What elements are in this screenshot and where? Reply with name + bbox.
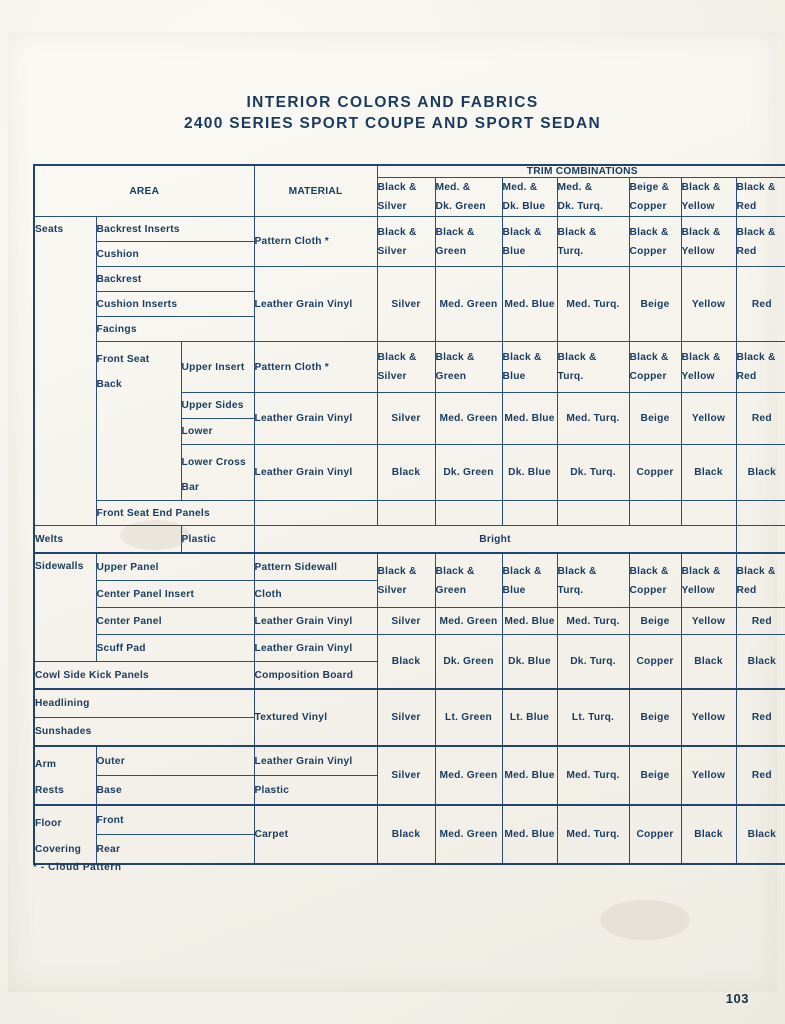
material-leather-grain-vinyl-5: Leather Grain Vinyl <box>254 635 377 662</box>
trim-col-5-line1: Beige & <box>629 182 670 193</box>
area-center-panel: Center Panel <box>96 608 254 635</box>
trim-cell: Dk. Turq. <box>557 635 629 690</box>
trim-cell: Black <box>377 635 435 690</box>
trim-cell: Silver <box>377 608 435 635</box>
page-title <box>0 92 785 134</box>
floor-covering-line2: Covering <box>35 844 82 855</box>
material-cloth: Cloth <box>254 581 377 608</box>
trim-cell <box>435 342 502 393</box>
trim-cell: Black <box>736 635 785 690</box>
trim-line2: Blue <box>502 584 526 596</box>
trim-cell: Beige <box>629 267 681 342</box>
trim-line2: Red <box>736 584 757 596</box>
header-trim-col-1 <box>377 178 435 217</box>
table-row <box>34 217 785 242</box>
trim-cell <box>557 553 629 608</box>
trim-cell: Copper <box>629 445 681 501</box>
front-seat-back-line1: Front Seat <box>96 354 150 365</box>
material-leather-grain-vinyl-1: Leather Grain Vinyl <box>254 267 377 342</box>
area-cowl-side-kick-panels: Cowl Side Kick Panels <box>34 662 254 690</box>
trim-cell: Red <box>736 608 785 635</box>
group-arm-rests <box>34 746 96 805</box>
trim-cell: Dk. Green <box>435 445 502 501</box>
trim-cell: Lt. Green <box>435 689 502 746</box>
trim-line1: Black & <box>629 565 669 577</box>
trim-line1: Black & <box>557 226 597 238</box>
trim-cell-empty <box>629 501 681 526</box>
trim-cell: Silver <box>377 746 435 805</box>
area-center-panel-insert: Center Panel Insert <box>96 581 254 608</box>
trim-cell: Silver <box>377 267 435 342</box>
arm-rests-line2: Rests <box>35 785 64 796</box>
front-seat-back-line2: Back <box>96 379 122 390</box>
table-row <box>34 608 785 635</box>
trim-line2: Green <box>435 584 467 596</box>
trim-line1: Black & <box>629 352 669 363</box>
trim-line2: Silver <box>377 245 407 257</box>
material-plastic-1: Plastic <box>181 526 254 554</box>
trim-cell: Med. Green <box>435 746 502 805</box>
trim-line2: Copper <box>629 584 667 596</box>
table-row <box>34 501 785 526</box>
trim-line1: Black & <box>435 565 475 577</box>
group-seats: Seats <box>34 217 96 526</box>
trim-cell <box>435 217 502 267</box>
material-leather-grain-vinyl-2: Leather Grain Vinyl <box>254 393 377 445</box>
trim-line2: Blue <box>502 371 526 382</box>
trim-cell: Yellow <box>681 608 736 635</box>
group-floor-covering <box>34 805 96 864</box>
area-headlining: Headlining <box>34 689 254 718</box>
trim-cell: Med. Blue <box>502 746 557 805</box>
trim-cell: Med. Blue <box>502 805 557 864</box>
area-sunshades: Sunshades <box>34 718 254 747</box>
trim-col-3-line1: Med. & <box>502 182 538 193</box>
trim-col-7-line2: Red <box>736 201 757 212</box>
trim-line2: Copper <box>629 371 667 382</box>
trim-cell: Black <box>736 445 785 501</box>
trim-line2: Yellow <box>681 584 715 596</box>
trim-line1: Black & <box>435 352 475 363</box>
trim-line2: Yellow <box>681 371 715 382</box>
trim-cell: Lt. Turq. <box>557 689 629 746</box>
material-pattern-sidewall: Pattern Sidewall <box>254 553 377 581</box>
material-carpet: Carpet <box>254 805 377 864</box>
trim-cell: Beige <box>629 608 681 635</box>
area-backrest: Backrest <box>96 267 254 292</box>
area-front-seat-back <box>96 342 181 501</box>
trim-cell <box>435 553 502 608</box>
material-leather-grain-vinyl-6: Leather Grain Vinyl <box>254 746 377 776</box>
trim-cell: Silver <box>377 689 435 746</box>
trim-cell: Silver <box>377 393 435 445</box>
table-row <box>34 635 785 662</box>
header-trim-col-5 <box>629 178 681 217</box>
material-composition-board: Composition Board <box>254 662 377 690</box>
trim-cell: Dk. Turq. <box>557 445 629 501</box>
group-sidewalls: Sidewalls <box>34 553 96 662</box>
table-row <box>34 342 785 393</box>
trim-line1: Black & <box>557 352 597 363</box>
material-pattern-cloth-2: Pattern Cloth * <box>254 342 377 393</box>
trim-cell: Med. Turq. <box>557 608 629 635</box>
trim-cell <box>502 553 557 608</box>
trim-line2: Silver <box>377 584 407 596</box>
area-outer: Outer <box>96 746 254 776</box>
table-header-row-1 <box>34 165 785 178</box>
trim-cell-empty <box>502 501 557 526</box>
trim-cell: Lt. Blue <box>502 689 557 746</box>
area-facings: Facings <box>96 317 254 342</box>
area-upper-sides: Upper Sides <box>181 393 254 419</box>
trim-cell: Med. Green <box>435 805 502 864</box>
area-welts: Welts <box>34 526 181 554</box>
area-front-seat-end-panels: Front Seat End Panels <box>96 501 254 526</box>
trim-cell: Yellow <box>681 267 736 342</box>
trim-cell: Med. Turq. <box>557 746 629 805</box>
area-front: Front <box>96 805 254 835</box>
trim-line2: Blue <box>502 245 526 257</box>
trim-cell <box>681 553 736 608</box>
area-lower: Lower <box>181 419 254 445</box>
trim-line1: Black & <box>557 565 597 577</box>
trim-col-2-line1: Med. & <box>435 182 471 193</box>
trim-cell: Copper <box>629 805 681 864</box>
trim-cell <box>377 553 435 608</box>
trim-line2: Green <box>435 245 467 257</box>
trim-cell: Yellow <box>681 689 736 746</box>
trim-line1: Black & <box>681 565 721 577</box>
trim-cell: Dk. Green <box>435 635 502 690</box>
trim-col-1-line2: Silver <box>377 201 407 212</box>
trim-cell: Black <box>681 445 736 501</box>
trim-line2: Turq. <box>557 245 584 257</box>
trim-line1: Black & <box>377 226 417 238</box>
trim-line2: Turq. <box>557 584 584 596</box>
table-row <box>34 689 785 718</box>
header-trim-col-6 <box>681 178 736 217</box>
trim-cell <box>377 217 435 267</box>
trim-line2: Silver <box>377 371 407 382</box>
trim-line1: Black & <box>681 226 721 238</box>
trim-cell-empty <box>681 501 736 526</box>
trim-col-2-line2: Dk. Green <box>435 201 486 212</box>
trim-cell: Yellow <box>681 393 736 445</box>
trim-cell <box>736 342 785 393</box>
trim-col-1-line1: Black & <box>377 182 417 193</box>
trim-col-5-line2: Copper <box>629 201 667 212</box>
trim-cell: Med. Blue <box>502 608 557 635</box>
title-line-1: INTERIOR COLORS AND FABRICS <box>246 94 539 111</box>
trim-line1: Black & <box>502 226 542 238</box>
trim-line1: Black & <box>377 352 417 363</box>
trim-cell <box>681 342 736 393</box>
trim-cell <box>557 342 629 393</box>
area-upper-panel: Upper Panel <box>96 553 254 581</box>
trim-line1: Black & <box>435 226 475 238</box>
lower-cross-bar-line1: Lower Cross <box>181 457 246 468</box>
lower-cross-bar-line2: Bar <box>181 482 200 493</box>
header-material: MATERIAL <box>254 165 377 217</box>
trim-col-4-line2: Dk. Turq. <box>557 201 604 212</box>
trim-col-3-line2: Dk. Blue <box>502 201 546 212</box>
trim-cell: Med. Green <box>435 608 502 635</box>
table-row <box>34 805 785 835</box>
trim-line1: Black & <box>736 565 776 577</box>
page-number: 103 <box>725 991 749 1006</box>
trim-col-7-line1: Black & <box>736 182 776 193</box>
trim-line2: Red <box>736 371 757 382</box>
table-row <box>34 746 785 776</box>
trim-cell: Copper <box>629 635 681 690</box>
material-leather-grain-vinyl-3: Leather Grain Vinyl <box>254 445 377 501</box>
trim-cell <box>681 217 736 267</box>
trim-cell: Beige <box>629 689 681 746</box>
trim-cell: Med. Turq. <box>557 805 629 864</box>
trim-cell: Med. Blue <box>502 267 557 342</box>
trim-cell: Yellow <box>681 746 736 805</box>
trim-col-6-line2: Yellow <box>681 201 715 212</box>
trim-line2: Green <box>435 371 467 382</box>
trim-cell: Red <box>736 746 785 805</box>
trim-cell <box>629 217 681 267</box>
table-row <box>34 553 785 581</box>
trim-cell: Med. Green <box>435 393 502 445</box>
trim-col-6-line1: Black & <box>681 182 721 193</box>
trim-line2: Copper <box>629 245 667 257</box>
header-trim-col-2 <box>435 178 502 217</box>
trim-cell: Black <box>681 805 736 864</box>
area-cushion-inserts: Cushion Inserts <box>96 292 254 317</box>
trim-cell: Beige <box>629 746 681 805</box>
trim-cell: Red <box>736 267 785 342</box>
trim-cell-empty <box>736 501 785 526</box>
trim-cell-empty <box>435 501 502 526</box>
trim-cell: Med. Blue <box>502 393 557 445</box>
trim-line2: Turq. <box>557 371 584 382</box>
trim-cell-empty <box>557 501 629 526</box>
header-area: AREA <box>34 165 254 217</box>
trim-cell: Black <box>681 635 736 690</box>
trim-cell: Beige <box>629 393 681 445</box>
trim-cell: Med. Turq. <box>557 267 629 342</box>
interior-colors-table <box>33 164 785 865</box>
trim-cell <box>736 553 785 608</box>
trim-cell <box>557 217 629 267</box>
trim-cell <box>502 342 557 393</box>
trim-cell: Red <box>736 393 785 445</box>
material-empty <box>254 501 377 526</box>
floor-covering-line1: Floor <box>35 818 62 829</box>
area-scuff-pad: Scuff Pad <box>96 635 254 662</box>
trim-cell: Black <box>736 805 785 864</box>
area-upper-insert: Upper Insert <box>181 342 254 393</box>
trim-cell: Black <box>377 445 435 501</box>
header-trim-combinations: TRIM COMBINATIONS <box>377 165 785 178</box>
header-trim-col-4 <box>557 178 629 217</box>
trim-cell <box>736 217 785 267</box>
arm-rests-line1: Arm <box>35 759 57 770</box>
footnote-cloud-pattern: * - Cloud Pattern <box>33 862 122 873</box>
material-leather-grain-vinyl-4: Leather Grain Vinyl <box>254 608 377 635</box>
trim-line1: Black & <box>736 226 776 238</box>
trim-line2: Yellow <box>681 245 715 257</box>
trim-line1: Black & <box>502 352 542 363</box>
area-lower-cross-bar <box>181 445 254 501</box>
trim-cell-bright: Bright <box>254 526 736 554</box>
trim-line1: Black & <box>736 352 776 363</box>
trim-cell: Red <box>736 689 785 746</box>
header-trim-col-7 <box>736 178 785 217</box>
interior-colors-table-wrapper <box>33 164 777 865</box>
trim-cell <box>377 342 435 393</box>
table-row <box>34 526 785 554</box>
trim-cell: Dk. Blue <box>502 635 557 690</box>
trim-line2: Red <box>736 245 757 257</box>
trim-cell <box>629 553 681 608</box>
trim-cell <box>629 342 681 393</box>
trim-cell: Med. Turq. <box>557 393 629 445</box>
trim-line1: Black & <box>377 565 417 577</box>
material-pattern-cloth-1: Pattern Cloth * <box>254 217 377 267</box>
table-row <box>34 267 785 292</box>
title-line-2: 2400 SERIES SPORT COUPE AND SPORT SEDAN <box>183 115 602 132</box>
header-trim-col-3 <box>502 178 557 217</box>
trim-cell: Black <box>377 805 435 864</box>
trim-cell: Dk. Blue <box>502 445 557 501</box>
trim-col-4-line1: Med. & <box>557 182 593 193</box>
area-rear: Rear <box>96 835 254 865</box>
trim-cell-empty <box>377 501 435 526</box>
trim-line1: Black & <box>681 352 721 363</box>
material-textured-vinyl: Textured Vinyl <box>254 689 377 746</box>
trim-line1: Black & <box>502 565 542 577</box>
trim-line1: Black & <box>629 226 669 238</box>
area-cushion: Cushion <box>96 242 254 267</box>
trim-cell: Med. Green <box>435 267 502 342</box>
trim-cell <box>502 217 557 267</box>
area-base: Base <box>96 776 254 806</box>
area-backrest-inserts: Backrest Inserts <box>96 217 254 242</box>
material-plastic-2: Plastic <box>254 776 377 806</box>
